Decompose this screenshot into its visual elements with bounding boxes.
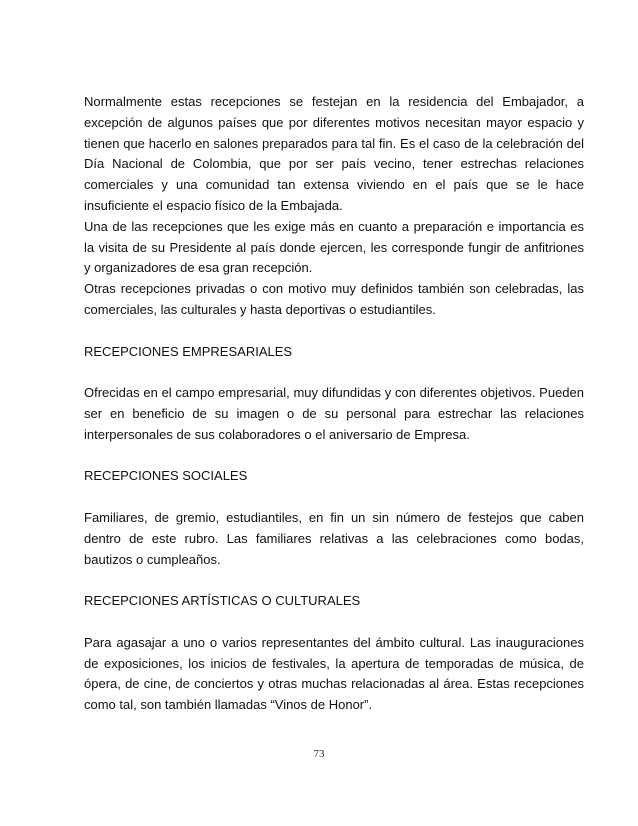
page-body xyxy=(84,92,584,716)
page-number: 73 xyxy=(313,748,325,760)
heading-social-receptions: RECEPCIONES SOCIALES xyxy=(84,468,248,484)
heading-cultural-receptions: RECEPCIONES ARTÍSTICAS O CULTURALES xyxy=(84,593,361,609)
paragraph-business-receptions: Ofrecidas en el campo empresarial, muy difundidas y con diferentes objetivos. Pueden ser en beneficio de su imagen o de su personal para estrechar las relaciones interpersonales de sus colaboradores o el aniversario de Empresa. xyxy=(84,385,584,442)
paragraph-spacer xyxy=(84,446,584,467)
heading-business-receptions: RECEPCIONES EMPRESARIALES xyxy=(84,343,293,359)
paragraph-other-receptions: Otras recepciones privadas o con motivo muy definidos también son celebradas, las comerciales, las culturales y hasta deportivas o estudiantiles. xyxy=(84,281,584,317)
paragraph-cultural-receptions: Para agasajar a uno o varios representantes del ámbito cultural. Las inauguraciones de exposiciones, los inicios de festivales, la apertura de temporadas de música, de ópera, de cine, de conciertos y otras muchas relacionadas al área. Estas recepciones como tal, son también llamadas “Vinos de Honor”. xyxy=(84,634,584,713)
paragraph-spacer xyxy=(84,321,584,342)
paragraph-spacer xyxy=(84,487,584,508)
paragraph-social-receptions: Familiares, de gremio, estudiantiles, en fin un sin número de festejos que caben dentro de este rubro. Las familiares relativas a las celebraciones como bodas, bautizos o cumpleaños. xyxy=(84,509,584,567)
paragraph-spacer xyxy=(84,570,584,591)
paragraph-embassy-receptions: Normalmente estas recepciones se festejan en la residencia del Embajador, a excepción de algunos países que por diferentes motivos necesitan mayor espacio y tienen que hacerlo en salones preparados para tal fin. Es el caso de la celebración del Día Nacional de Colombia, que por ser país vecino, tener estrechas relaciones comerciales y una comunidad tan extensa viviendo en el país que se le hace insuficiente el espacio físico de la Embajada. xyxy=(84,94,584,213)
paragraph-spacer xyxy=(84,612,584,633)
paragraph-president-visit: Una de las recepciones que les exige más en cuanto a preparación e importancia es la visita de su Presidente al país donde ejercen, les corresponde fungir de anfitriones y organizadores de esa gran recepción. xyxy=(84,218,584,276)
paragraph-spacer xyxy=(84,362,584,383)
